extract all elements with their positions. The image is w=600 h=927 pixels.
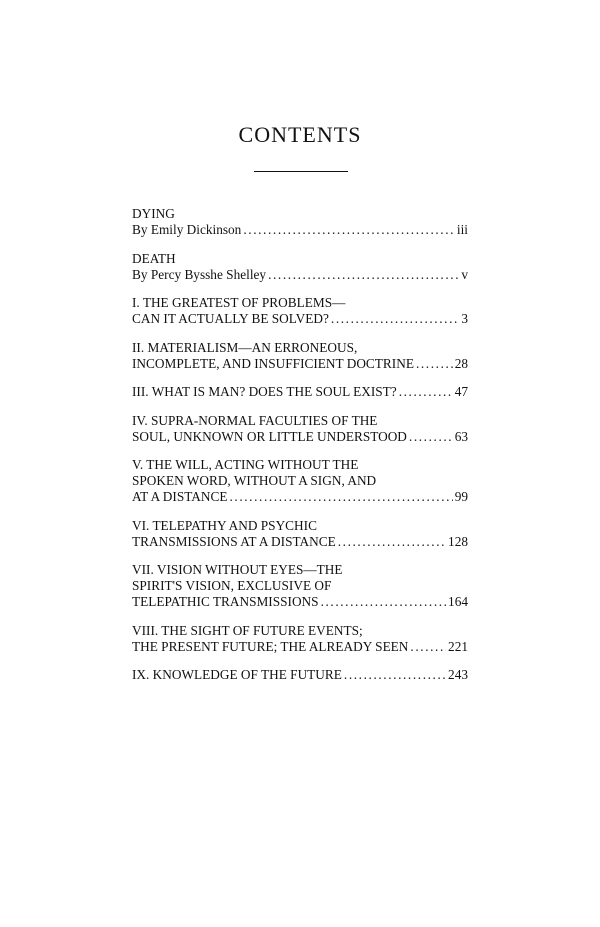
- toc-entry-last-line: [132, 356, 468, 372]
- toc-entry-line: SPOKEN WORD, WITHOUT A SIGN, AND: [132, 473, 377, 488]
- toc-entry-line: V. THE WILL, ACTING WITHOUT THE: [132, 457, 359, 472]
- toc-entry-last-line: [132, 429, 468, 445]
- toc-page-number: 47: [454, 384, 468, 399]
- toc-entry-last-line: [132, 384, 468, 400]
- toc-entry-last-line: [132, 489, 468, 505]
- dot-leader: [331, 311, 459, 327]
- toc-entry-line: VI. TELEPATHY AND PSYCHIC: [132, 517, 317, 533]
- dot-leader: [268, 267, 459, 283]
- toc-entry-line: CAN IT ACTUALLY BE SOLVED?: [132, 311, 329, 326]
- dot-leader: [243, 222, 455, 238]
- toc-entry-last-line: [132, 267, 468, 283]
- toc-entry-line: AT A DISTANCE: [132, 489, 228, 504]
- dot-leader: [321, 594, 446, 610]
- toc-page-number: v: [461, 266, 468, 282]
- toc-entry-line: II. MATERIALISM—AN ERRONEOUS,: [132, 339, 358, 355]
- dot-leader: [229, 489, 452, 505]
- toc-entry-line: VII. VISION WITHOUT EYES—THE: [132, 562, 343, 577]
- toc-entry-last-line: [132, 222, 468, 238]
- toc-entry-chapter-1[interactable]: [132, 295, 468, 327]
- toc-entry-line: By Emily Dickinson: [132, 222, 242, 237]
- toc-entry-line: TELEPATHIC TRANSMISSIONS: [132, 594, 319, 609]
- toc-entry-line: III. WHAT IS MAN? DOES THE SOUL EXIST?: [132, 384, 397, 399]
- table-of-contents: [132, 206, 468, 696]
- toc-entry-death[interactable]: [132, 251, 468, 283]
- page-title: CONTENTS: [238, 122, 362, 147]
- toc-entry-chapter-8[interactable]: [132, 623, 468, 655]
- dot-leader: [399, 384, 453, 400]
- toc-entry-line: INCOMPLETE, AND INSUFFICIENT DOCTRINE: [132, 355, 414, 371]
- toc-entry-line: By Percy Bysshe Shelley: [132, 266, 267, 282]
- toc-page-number: iii: [456, 222, 468, 237]
- toc-entry-line: THE PRESENT FUTURE; THE ALREADY SEEN: [132, 638, 409, 654]
- toc-entry-line: IX. KNOWLEDGE OF THE FUTURE: [132, 667, 342, 682]
- toc-page-number: 221: [448, 638, 468, 654]
- toc-page-number: 28: [454, 355, 468, 371]
- toc-entry-chapter-5[interactable]: [132, 457, 468, 505]
- toc-page-number: 128: [448, 533, 468, 549]
- title-divider: [254, 171, 348, 172]
- toc-entry-line: DYING: [132, 206, 175, 221]
- toc-entry-line: SPIRIT'S VISION, EXCLUSIVE OF: [132, 578, 332, 593]
- toc-entry-chapter-3[interactable]: [132, 384, 468, 400]
- toc-entry-dying[interactable]: [132, 206, 468, 238]
- toc-entry-chapter-9[interactable]: [132, 667, 468, 683]
- toc-entry-line: IV. SUPRA-NORMAL FACULTIES OF THE: [132, 412, 378, 428]
- toc-page-number: 99: [454, 489, 468, 504]
- toc-page-number: 3: [461, 311, 468, 326]
- dot-leader: [410, 639, 446, 655]
- toc-page-number: 243: [448, 667, 468, 682]
- toc-entry-line: SOUL, UNKNOWN OR LITTLE UNDERSTOOD: [132, 428, 407, 444]
- dot-leader: [344, 667, 446, 683]
- toc-entry-last-line: [132, 639, 468, 655]
- toc-entry-chapter-6[interactable]: [132, 518, 468, 550]
- toc-entry-chapter-2[interactable]: [132, 340, 468, 372]
- toc-entry-last-line: [132, 311, 468, 327]
- toc-entry-line: I. THE GREATEST OF PROBLEMS—: [132, 295, 346, 310]
- toc-entry-last-line: [132, 667, 468, 683]
- dot-leader: [338, 534, 446, 550]
- toc-entry-line: TRANSMISSIONS AT A DISTANCE: [132, 533, 336, 549]
- toc-entry-chapter-4[interactable]: [132, 413, 468, 445]
- dot-leader: [409, 429, 453, 445]
- toc-entry-last-line: [132, 594, 468, 610]
- toc-page-number: 164: [448, 594, 468, 609]
- toc-entry-chapter-7[interactable]: [132, 562, 468, 610]
- toc-page-number: 63: [454, 428, 468, 444]
- toc-entry-line: DEATH: [132, 250, 176, 266]
- toc-entry-line: VIII. THE SIGHT OF FUTURE EVENTS;: [132, 622, 363, 638]
- dot-leader: [416, 356, 453, 372]
- toc-entry-last-line: [132, 534, 468, 550]
